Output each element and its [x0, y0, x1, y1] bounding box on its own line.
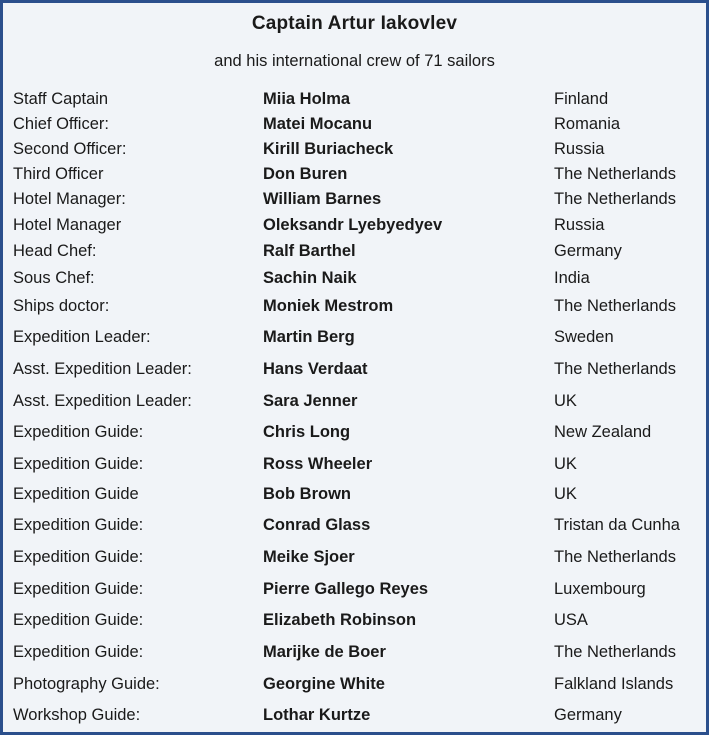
crew-role: Expedition Guide: [13, 643, 144, 661]
crew-row [3, 675, 706, 697]
crew-name: Matei Mocanu [263, 115, 373, 133]
crew-row [3, 115, 706, 137]
crew-role: Hotel Manager: [13, 190, 126, 208]
crew-country: The Netherlands [554, 190, 676, 208]
crew-country: India [554, 269, 590, 287]
crew-role: Third Officer [13, 165, 104, 183]
crew-name: Ross Wheeler [263, 455, 373, 473]
crew-role: Photography Guide: [13, 675, 160, 693]
crew-row [3, 165, 706, 187]
crew-country: Germany [554, 706, 622, 724]
crew-role: Sous Chef: [13, 269, 95, 287]
crew-name: Miia Holma [263, 90, 351, 108]
crew-row [3, 455, 706, 477]
crew-row [3, 140, 706, 162]
crew-country: Falkland Islands [554, 675, 674, 693]
crew-country: Romania [554, 115, 621, 133]
crew-name: Ralf Barthel [263, 242, 356, 260]
crew-name: Martin Berg [263, 328, 355, 346]
crew-country: Germany [554, 242, 622, 260]
crew-name: Marijke de Boer [263, 643, 386, 661]
crew-row [3, 611, 706, 633]
crew-country: The Netherlands [554, 360, 676, 378]
crew-role: Asst. Expedition Leader: [13, 360, 192, 378]
crew-role: Expedition Guide: [13, 455, 144, 473]
crew-role: Asst. Expedition Leader: [13, 392, 192, 410]
crew-role: Expedition Leader: [13, 328, 151, 346]
crew-row [3, 242, 706, 264]
crew-role: Expedition Guide: [13, 611, 144, 629]
crew-country: The Netherlands [554, 643, 676, 661]
crew-row [3, 269, 706, 291]
page-subtitle: and his international crew of 71 sailors [214, 52, 495, 70]
crew-role: Ships doctor: [13, 297, 110, 315]
crew-row [3, 423, 706, 445]
crew-name: William Barnes [263, 190, 382, 208]
crew-name: Conrad Glass [263, 516, 371, 534]
crew-name: Kirill Buriacheck [263, 140, 394, 158]
crew-row [3, 706, 706, 728]
crew-row [3, 516, 706, 538]
crew-role: Expedition Guide: [13, 423, 144, 441]
crew-country: UK [554, 455, 577, 473]
crew-country: Russia [554, 216, 605, 234]
crew-name: Moniek Mestrom [263, 297, 394, 315]
crew-country: Luxembourg [554, 580, 646, 598]
crew-name: Chris Long [263, 423, 351, 441]
crew-country: The Netherlands [554, 165, 676, 183]
page-title: Captain Artur Iakovlev [251, 13, 458, 34]
crew-role: Workshop Guide: [13, 706, 141, 724]
crew-row [3, 580, 706, 602]
crew-row [3, 190, 706, 212]
crew-row [3, 90, 706, 112]
crew-role: Second Officer: [13, 140, 127, 158]
crew-name: Sachin Naik [263, 269, 357, 287]
crew-row [3, 216, 706, 238]
crew-name: Sara Jenner [263, 392, 358, 410]
crew-name: Bob Brown [263, 485, 351, 503]
crew-role: Expedition Guide: [13, 516, 144, 534]
crew-row [3, 297, 706, 319]
crew-name: Pierre Gallego Reyes [263, 580, 429, 598]
crew-country: The Netherlands [554, 297, 676, 315]
crew-row [3, 328, 706, 350]
crew-row [3, 485, 706, 507]
crew-country: Tristan da Cunha [554, 516, 680, 534]
crew-row [3, 360, 706, 382]
crew-role: Head Chef: [13, 242, 97, 260]
crew-country: Finland [554, 90, 609, 108]
crew-country: The Netherlands [554, 548, 676, 566]
crew-country: Russia [554, 140, 605, 158]
crew-role: Expedition Guide [13, 485, 139, 503]
crew-role: Expedition Guide: [13, 580, 144, 598]
crew-name: Don Buren [263, 165, 348, 183]
crew-role: Hotel Manager [13, 216, 122, 234]
crew-country: UK [554, 392, 577, 410]
crew-name: Lothar Kurtze [263, 706, 371, 724]
crew-row [3, 548, 706, 570]
crew-role: Chief Officer: [13, 115, 109, 133]
crew-role: Expedition Guide: [13, 548, 144, 566]
crew-name: Georgine White [263, 675, 385, 693]
crew-country: USA [554, 611, 588, 629]
crew-name: Oleksandr Lyebyedyev [263, 216, 443, 234]
crew-name: Elizabeth Robinson [263, 611, 417, 629]
crew-name: Meike Sjoer [263, 548, 355, 566]
crew-country: UK [554, 485, 577, 503]
crew-country: New Zealand [554, 423, 652, 441]
crew-country: Sweden [554, 328, 614, 346]
crew-row [3, 392, 706, 414]
crew-role: Staff Captain [13, 90, 109, 108]
crew-name: Hans Verdaat [263, 360, 368, 378]
crew-row [3, 643, 706, 665]
